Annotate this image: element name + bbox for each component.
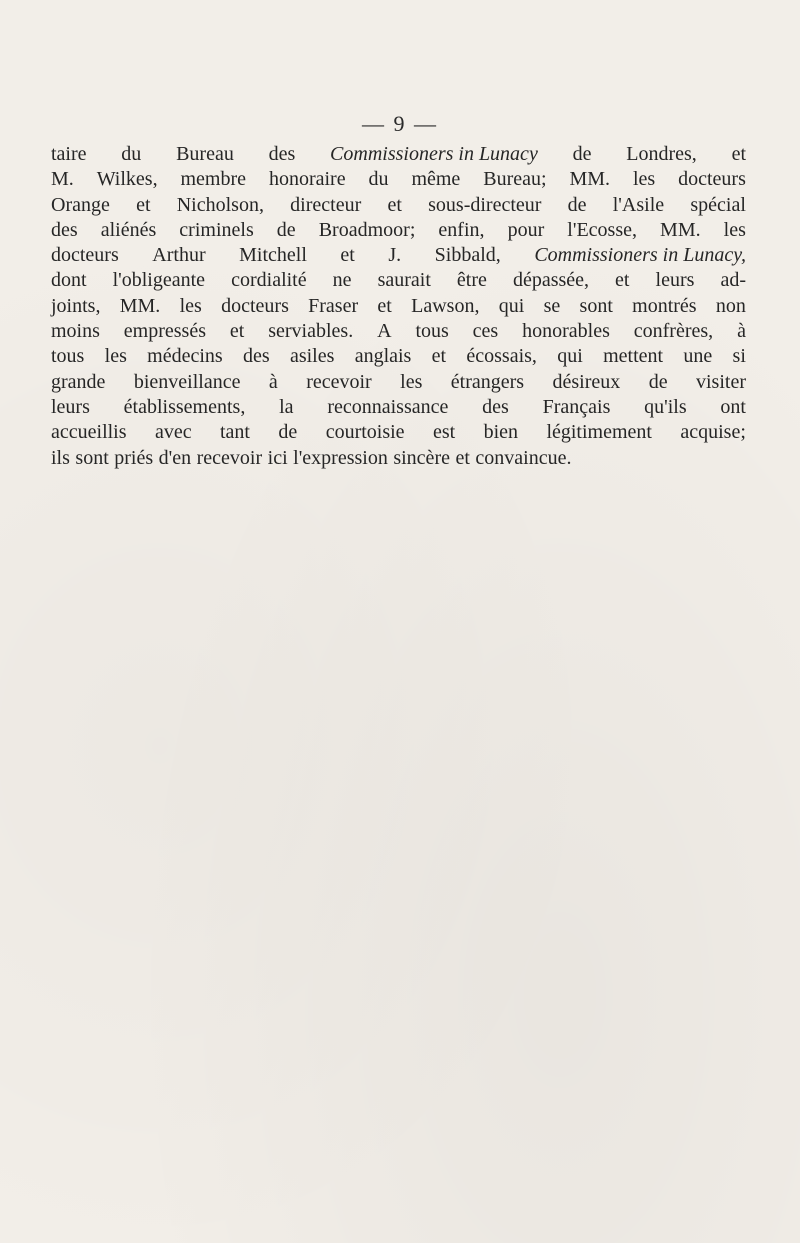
word: sincère <box>393 446 450 469</box>
word: ici <box>267 446 288 469</box>
word: ont <box>720 395 746 418</box>
word: désireux <box>552 370 621 393</box>
word: docteurs <box>51 244 119 267</box>
word: de <box>567 193 587 216</box>
word: serviables. <box>268 320 354 343</box>
body-paragraph <box>51 142 746 471</box>
word: et <box>377 294 392 317</box>
word: ne <box>332 269 352 292</box>
word: Bureau <box>176 143 234 165</box>
word: tous <box>51 345 85 368</box>
text-line <box>51 218 746 243</box>
word: l'expression <box>293 446 388 469</box>
word: docteurs <box>221 294 289 317</box>
word: du <box>368 168 389 191</box>
word: et <box>455 446 470 469</box>
word: les <box>632 168 656 191</box>
word: leurs <box>655 269 695 292</box>
word: grande <box>51 370 106 393</box>
word: médecins <box>147 345 223 368</box>
word: Français <box>542 395 611 418</box>
word: saurait <box>377 269 431 292</box>
word: écossais, <box>466 345 537 368</box>
word: bienveillance <box>133 370 241 393</box>
word: l'Ecosse, <box>567 218 637 241</box>
text-line <box>51 420 746 445</box>
word: établissements, <box>123 395 246 418</box>
word: l'obligeante <box>112 269 206 292</box>
word: enfin, <box>438 218 485 241</box>
word: et <box>229 320 245 343</box>
word: est <box>432 421 456 444</box>
word: leurs <box>51 395 90 418</box>
word: taire <box>51 143 87 165</box>
word: MM. <box>119 294 161 317</box>
word: de <box>276 218 296 241</box>
word: de <box>278 421 298 444</box>
word: même <box>411 168 461 191</box>
word: légitimement <box>546 421 652 444</box>
word: Wilkes, <box>96 168 158 191</box>
text-line <box>51 395 746 420</box>
word: joints, <box>51 294 101 317</box>
word: confrères, <box>633 320 714 343</box>
word: ces <box>472 320 499 343</box>
word: spécial <box>690 193 746 216</box>
word: à <box>737 320 746 343</box>
word: sont <box>579 294 613 317</box>
word: étrangers <box>450 370 525 393</box>
word: tous <box>415 320 449 343</box>
word: non <box>715 294 746 317</box>
word: MM. <box>569 168 611 191</box>
word: honorables <box>522 320 610 343</box>
word: les <box>723 218 746 241</box>
word: et <box>340 244 355 267</box>
word: de <box>648 370 668 393</box>
word: qui <box>557 345 583 368</box>
word: MM. <box>660 218 701 241</box>
word: des <box>482 395 509 418</box>
word: sous-directeur <box>428 193 542 216</box>
text-line <box>51 243 746 268</box>
text-line <box>51 344 746 369</box>
text-line <box>51 319 746 344</box>
text-line <box>51 294 746 319</box>
word: tant <box>219 421 250 444</box>
word: bien <box>483 421 519 444</box>
word: recevoir <box>196 446 263 469</box>
word: reconnaissance <box>327 395 449 418</box>
word: les <box>400 370 423 393</box>
word: les <box>179 294 202 317</box>
word: courtoisie <box>325 421 405 444</box>
word: J. <box>388 244 402 267</box>
word: Lawson, <box>411 294 480 317</box>
word: être <box>456 269 487 292</box>
word: Londres, <box>626 143 697 165</box>
word: A <box>377 320 392 343</box>
word: Sibbald, <box>434 244 501 267</box>
text-line <box>51 193 746 218</box>
word: Arthur <box>152 244 206 267</box>
word: d'en <box>158 446 192 469</box>
word: la <box>279 395 294 418</box>
word: et <box>731 143 746 165</box>
word: Fraser <box>308 294 359 317</box>
word: montrés <box>632 294 697 317</box>
word: recevoir <box>306 370 372 393</box>
word: du <box>121 143 142 165</box>
word: acquise; <box>680 421 746 444</box>
word: Bureau; <box>483 168 547 191</box>
word: qu'ils <box>644 395 687 418</box>
word: honoraire <box>268 168 346 191</box>
text-line <box>51 142 746 167</box>
word: Commissioners in Lunacy, <box>534 244 746 267</box>
word: criminels <box>179 218 254 241</box>
word: et <box>615 269 630 292</box>
word: dépassée, <box>512 269 590 292</box>
text-line <box>51 370 746 395</box>
word: moins <box>51 320 100 343</box>
word: Mitchell <box>239 244 307 267</box>
word: visiter <box>696 370 746 393</box>
word: docteurs <box>678 168 746 191</box>
text-line <box>51 268 746 293</box>
word: sont <box>75 446 109 469</box>
word: asiles <box>289 345 335 368</box>
word: se <box>543 294 561 317</box>
word: et <box>431 345 447 368</box>
word: pour <box>507 218 545 241</box>
word: directeur <box>290 193 362 216</box>
word: des <box>242 345 270 368</box>
word: Nicholson, <box>176 193 264 216</box>
text-line <box>51 167 746 192</box>
word: ils <box>51 446 70 469</box>
word: anglais <box>354 345 412 368</box>
word: Commissioners in Lunacy <box>330 143 538 165</box>
word: avec <box>154 421 192 444</box>
word: cordialité <box>231 269 307 292</box>
word: des <box>51 218 78 241</box>
word: l'Asile <box>612 193 665 216</box>
text-line <box>51 446 746 471</box>
word: des <box>268 143 296 165</box>
word: M. <box>51 168 74 191</box>
word: membre <box>180 168 247 191</box>
word: et <box>136 193 151 216</box>
word: à <box>268 370 278 393</box>
word: aliénés <box>100 218 157 241</box>
word: qui <box>498 294 525 317</box>
word: et <box>387 193 402 216</box>
word: Orange <box>51 193 110 216</box>
word: convaincue. <box>475 446 572 469</box>
word: empressés <box>123 320 206 343</box>
word: ad- <box>720 269 746 292</box>
word: accueillis <box>51 421 127 444</box>
word: les <box>104 345 127 368</box>
word: priés <box>114 446 154 469</box>
word: Broadmoor; <box>318 218 416 241</box>
word: de <box>572 143 592 165</box>
page-number: — 9 — <box>362 111 438 136</box>
word: si <box>732 345 746 368</box>
word: une <box>683 345 713 368</box>
word: mettent <box>603 345 664 368</box>
word: dont <box>51 269 87 292</box>
